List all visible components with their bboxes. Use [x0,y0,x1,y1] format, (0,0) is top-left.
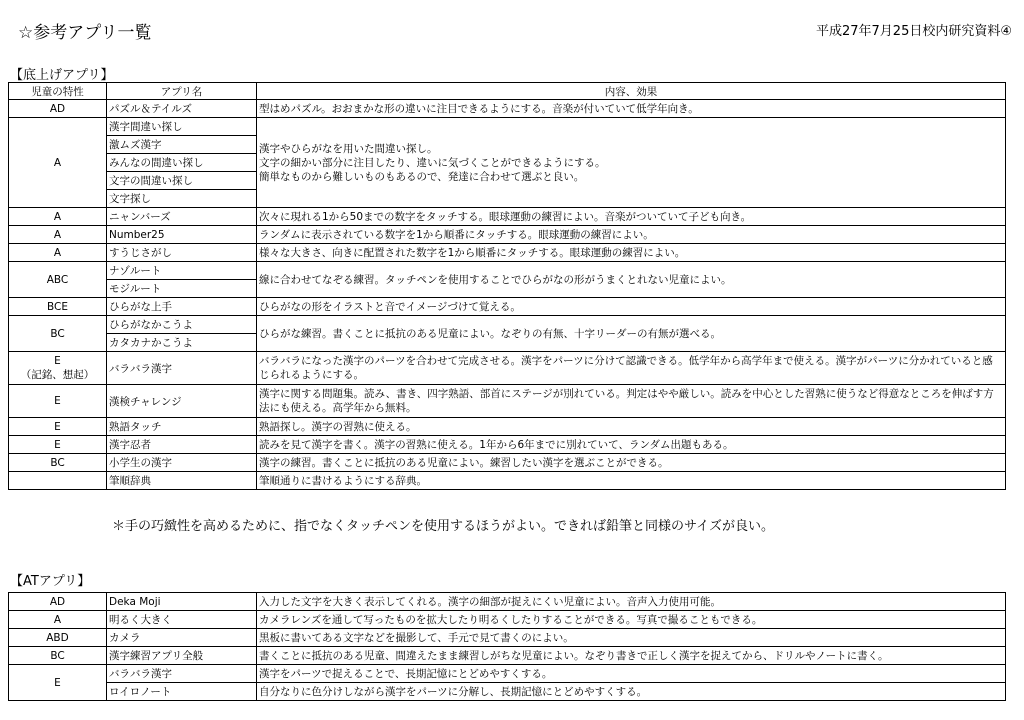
table-row [9,629,1006,647]
trait-cell: AD [9,100,107,118]
app-name-cell: ひらがなかこうよ [107,316,257,334]
trait-cell: E [9,418,107,436]
description-cell: ランダムに表示されている数字を1から順番にタッチする。眼球運動の練習によい。 [257,226,1006,244]
table-row [9,100,1006,118]
description-cell: 読みを見て漢字を書く。漢字の習熟に使える。1年から6年までに別れていて、ランダム出題もある。 [257,436,1006,454]
trait-cell: BC [9,454,107,472]
table-row [9,316,1006,334]
trait-cell: A [9,611,107,629]
description-cell: 黒板に書いてある文字などを撮影して、手元で見て書くのによい。 [257,629,1006,647]
app-name-cell: カタカナかこうよ [107,334,257,352]
description-cell: 型はめパズル。おおまかな形の違いに注目できるようにする。音楽が付いていて低学年向き。 [257,100,1006,118]
description-cell: 漢字に関する問題集。読み、書き、四字熟語、部首にステージが別れている。判定はやや厳しい。読みを中心とした習熟に使うなど得意なところを伸ばす方法にも使える。高学年から無料。 [257,385,1006,418]
app-name-cell: 漢字練習アプリ全般 [107,647,257,665]
app-name-cell: Number25 [107,226,257,244]
app-name-cell: 漢検チャレンジ [107,385,257,418]
page-title: ☆参考アプリ一覧 [18,23,152,43]
trait-cell: AD [9,593,107,611]
trait-cell: A [9,118,107,208]
app-name-cell: Deka Moji [107,593,257,611]
table-row [9,647,1006,665]
trait-cell: E [9,665,107,701]
column-header-app: アプリ名 [107,83,257,100]
description-cell: 様々な大きさ、向きに配置された数字を1から順番にタッチする。眼球運動の練習によい。 [257,244,1006,262]
trait-cell: E [9,385,107,418]
table-row [9,352,1006,385]
table-row [9,454,1006,472]
table-row [9,226,1006,244]
at-app-table [8,592,1006,701]
sokoage-app-table [8,82,1006,490]
trait-cell: A [9,208,107,226]
app-name-cell: ひらがな上手 [107,298,257,316]
app-name-cell: 筆順辞典 [107,472,257,490]
section-title-at: 【ATアプリ】 [10,574,91,589]
table-row [9,385,1006,418]
trait-sublabel: （記銘、想起） [20,369,95,381]
section-title-sokoage: 【底上げアプリ】 [10,68,114,83]
trait-cell [9,472,107,490]
description-cell: カメラレンズを通して写ったものを拡大したり明るくしたりすることができる。写真で撮ることもできる。 [257,611,1006,629]
app-name-cell: バラバラ漢字 [107,665,257,683]
trait-cell: BCE [9,298,107,316]
table-row [9,436,1006,454]
description-cell: 漢字の練習。書くことに抵抗のある児童によい。練習したい漢字を選ぶことができる。 [257,454,1006,472]
app-name-cell: パズル＆テイルズ [107,100,257,118]
app-name-cell: モジルート [107,280,257,298]
trait-cell: E [9,436,107,454]
app-name-cell: カメラ [107,629,257,647]
table-row [9,611,1006,629]
table-row [9,683,1006,701]
description-cell: バラバラになった漢字のパーツを合わせて完成させる。漢字をパーツに分けて認識できる。低学年から高学年まで使える。漢字がパーツに分かれていると感じられるようにする。 [257,352,1006,385]
trait-cell: BC [9,647,107,665]
trait-cell: ABC [9,262,107,298]
description-cell: 次々に現れる1から50までの数字をタッチする。眼球運動の練習によい。音楽がついていて子ども向き。 [257,208,1006,226]
trait-cell [9,352,107,385]
app-name-cell: 漢字忍者 [107,436,257,454]
description-cell: 入力した文字を大きく表示してくれる。漢字の細部が捉えにくい児童によい。音声入力使用可能。 [257,593,1006,611]
app-name-cell: バラバラ漢字 [107,352,257,385]
trait-cell: ABD [9,629,107,647]
column-header-content: 内容、効果 [257,83,1006,100]
description-cell: ひらがな練習。書くことに抵抗のある児童によい。なぞりの有無、十字リーダーの有無が選べる。 [257,316,1006,352]
table-row [9,118,1006,136]
usage-note: ＊手の巧緻性を高めるために、指でなくタッチペンを使用するほうがよい。できれば鉛筆と同様のサイズが良い。 [112,519,774,534]
app-name-cell: 明るく大きく [107,611,257,629]
trait-cell: BC [9,316,107,352]
app-name-cell: 文字探し [107,190,257,208]
app-name-cell: 小学生の漢字 [107,454,257,472]
table-row [9,244,1006,262]
app-name-cell: ナゾルート [107,262,257,280]
trait-cell: A [9,244,107,262]
table-row [9,593,1006,611]
table-row [9,298,1006,316]
app-name-cell: ロイロノート [107,683,257,701]
description-cell: ひらがなの形をイラストと音でイメージづけて覚える。 [257,298,1006,316]
app-name-cell: みんなの間違い探し [107,154,257,172]
description-cell: 書くことに抵抗のある児童、間違えたまま練習しがちな児童によい。なぞり書きで正しく漢字を捉えてから、ドリルやノートに書く。 [257,647,1006,665]
description-cell: 自分なりに色分けしながら漢字をパーツに分解し、長期記憶にとどめやすくする。 [257,683,1006,701]
description-cell: 線に合わせてなぞる練習。タッチペンを使用することでひらがなの形がうまくとれない児童によい。 [257,262,1006,298]
description-cell: 筆順通りに書けるようにする辞典。 [257,472,1006,490]
column-header-trait: 児童の特性 [9,83,107,100]
description-cell: 熟語探し。漢字の習熟に使える。 [257,418,1006,436]
app-name-cell: すうじさがし [107,244,257,262]
trait-label: E [54,355,61,367]
table-row [9,472,1006,490]
description-cell: 漢字をパーツで捉えることで、長期記憶にとどめやすくする。 [257,665,1006,683]
app-name-cell: 熟語タッチ [107,418,257,436]
app-name-cell: 漢字間違い探し [107,118,257,136]
app-name-cell: ニャンバーズ [107,208,257,226]
table-row [9,208,1006,226]
description-cell: 漢字やひらがなを用いた間違い探し。 文字の細かい部分に注目したり、違いに気づくことができるようにする。 簡単なものから難しいものもあるので、発達に合わせて選ぶと良い。 [257,118,1006,208]
table-row [9,262,1006,280]
trait-cell: A [9,226,107,244]
table-row [9,665,1006,683]
app-name-cell: 文字の間違い探し [107,172,257,190]
document-reference: 平成27年7月25日校内研究資料④ [815,24,1012,39]
table-row [9,418,1006,436]
app-name-cell: 激ムズ漢字 [107,136,257,154]
